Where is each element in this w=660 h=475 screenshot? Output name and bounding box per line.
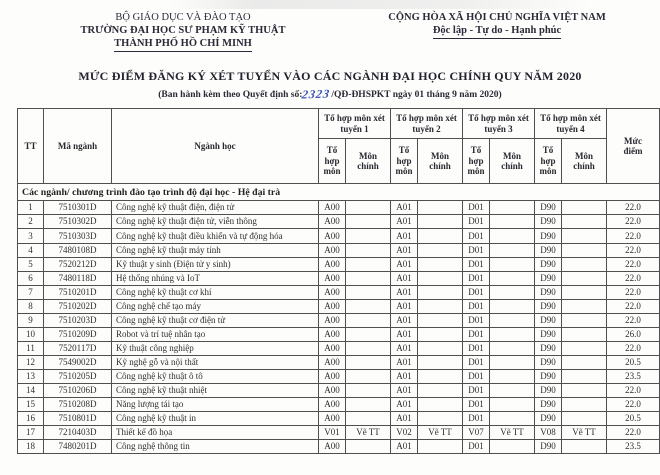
combo-4: D90: [535, 328, 562, 342]
row-index: 8: [18, 300, 44, 314]
major-code: 7520117D: [44, 342, 112, 356]
combo-1: A00: [319, 201, 346, 215]
score: 22.0: [607, 258, 660, 272]
subtitle-suffix: /QĐ-ĐHSPKT ngày 01 tháng 9 năm 2020): [331, 90, 502, 100]
combo-4: D90: [535, 201, 562, 215]
combo-4: D90: [535, 398, 562, 412]
combo-1: A00: [319, 258, 346, 272]
score: 26.0: [607, 328, 660, 342]
combo-3: D01: [463, 370, 490, 384]
main-subject-1: Vẽ TT: [346, 426, 391, 440]
combo-1: A00: [319, 272, 346, 286]
major-name: [112, 201, 319, 215]
header-major-code: Mã ngành: [44, 109, 112, 184]
combo-1: A00: [319, 328, 346, 342]
score: 22.0: [607, 300, 660, 314]
main-subject-2: [418, 398, 463, 412]
main-subject-1: [346, 272, 391, 286]
combo-2: A01: [391, 314, 418, 328]
combo-2: A01: [391, 328, 418, 342]
score: 22.0: [607, 384, 660, 398]
major-code: 7549002D: [44, 356, 112, 370]
table-row: [18, 300, 660, 314]
combo-2: A01: [391, 398, 418, 412]
major-name: [112, 440, 319, 454]
main-subject-3: [490, 342, 535, 356]
table-row: [18, 384, 660, 398]
combo-3: D01: [463, 356, 490, 370]
combo-2: A01: [391, 244, 418, 258]
ministry-block: [38, 11, 328, 52]
combo-4: D90: [535, 412, 562, 426]
table-row: [18, 201, 660, 215]
ministry-name: BỘ GIÁO DỤC VÀ ĐÀO TẠO: [115, 12, 251, 23]
document-title: MỨC ĐIỂM ĐĂNG KÝ XÉT TUYỂN VÀO CÁC NGÀNH ĐẠI HỌC CHÍNH QUY NĂM 2020: [78, 69, 582, 83]
major-name-text: Robot và trí tuệ nhân tạo: [116, 329, 206, 339]
row-index: 5: [18, 258, 44, 272]
combo-3: D01: [463, 440, 490, 454]
university-city: THÀNH PHỐ HỒ CHÍ MINH: [38, 37, 328, 52]
main-subject-3: Vẽ TT: [490, 426, 535, 440]
combo-1: A00: [319, 356, 346, 370]
main-subject-2: Vẽ TT: [418, 426, 463, 440]
major-name-text: Công nghệ kỹ thuật ô tô: [116, 371, 203, 381]
main-subject-1: [346, 440, 391, 454]
combo-4: D90: [535, 342, 562, 356]
main-subject-4: [562, 398, 607, 412]
main-subject-2: [418, 356, 463, 370]
main-subject-4: [562, 342, 607, 356]
combo-3: D01: [463, 300, 490, 314]
combo-1: A00: [319, 300, 346, 314]
decision-number-handwritten: 2323: [301, 86, 332, 102]
main-subject-1: [346, 286, 391, 300]
row-index: 12: [18, 356, 44, 370]
main-subject-4: [562, 314, 607, 328]
table-row: [18, 286, 660, 300]
subtitle-prefix: (Ban hành kèm theo Quyết định số:: [158, 90, 303, 100]
header-sub-main-1: Môn chính: [346, 139, 391, 184]
combo-3: D01: [463, 328, 490, 342]
main-subject-3: [490, 229, 535, 244]
table-row: [18, 258, 660, 272]
score: 23.5: [607, 370, 660, 384]
main-subject-4: [562, 412, 607, 426]
national-title: CỘNG HÒA XÃ HỘI CHỦ NGHĨA VIỆT NAM: [388, 12, 606, 23]
table-row: [18, 356, 660, 370]
major-name: [112, 215, 319, 229]
combo-4: D90: [535, 229, 562, 244]
score: 22.0: [607, 314, 660, 328]
combo-1: A00: [319, 384, 346, 398]
main-subject-4: [562, 201, 607, 215]
row-index: 7: [18, 286, 44, 300]
combo-4: D90: [535, 440, 562, 454]
major-name: [112, 356, 319, 370]
row-index: 1: [18, 201, 44, 215]
combo-2: A01: [391, 440, 418, 454]
main-subject-4: [562, 244, 607, 258]
combo-2: V02: [391, 426, 418, 440]
major-name: [112, 384, 319, 398]
combo-3: D01: [463, 272, 490, 286]
score: 22.0: [607, 215, 660, 229]
combo-2: A01: [391, 342, 418, 356]
header-combo-group-3: Tổ hợp môn xét tuyển 3: [463, 109, 535, 139]
combo-1: A00: [319, 229, 346, 244]
major-name: [112, 370, 319, 384]
main-subject-3: [490, 272, 535, 286]
combo-4: D90: [535, 215, 562, 229]
major-code: 7510801D: [44, 412, 112, 426]
major-code: 7510206D: [44, 384, 112, 398]
major-name-text: Công nghệ chế tạo máy: [116, 301, 201, 311]
combo-3: D01: [463, 215, 490, 229]
combo-4: D90: [535, 286, 562, 300]
main-subject-2: [418, 328, 463, 342]
letterhead: [0, 0, 660, 52]
score: 22.0: [607, 342, 660, 356]
main-subject-1: [346, 244, 391, 258]
combo-2: A01: [391, 356, 418, 370]
major-name-text: Hệ thống nhúng và IoT: [116, 273, 200, 283]
main-subject-2: [418, 201, 463, 215]
major-name-text: Kỹ thuật y sinh (Điện tử y sinh): [116, 259, 231, 269]
combo-3: D01: [463, 258, 490, 272]
header-sub-combo-3: Tổ hợp môn: [463, 139, 490, 184]
combo-3: V07: [463, 426, 490, 440]
main-subject-1: [346, 201, 391, 215]
major-code: 7510209D: [44, 328, 112, 342]
main-subject-4: [562, 300, 607, 314]
combo-1: A00: [319, 398, 346, 412]
table-row: [18, 412, 660, 426]
table-header: [18, 109, 660, 184]
combo-2: A01: [391, 215, 418, 229]
main-subject-1: [346, 356, 391, 370]
major-name: [112, 328, 319, 342]
major-name: [112, 244, 319, 258]
header-tt: TT: [18, 109, 44, 184]
row-index: 4: [18, 244, 44, 258]
major-name-text: Công nghệ kỹ thuật điều khiển và tự động hóa: [116, 230, 283, 241]
major-name-text: Công nghệ thông tin: [116, 441, 190, 451]
row-index: 18: [18, 440, 44, 454]
main-subject-3: [490, 328, 535, 342]
major-code: 7480108D: [44, 244, 112, 258]
row-index: 17: [18, 426, 44, 440]
national-motto-block: [356, 11, 638, 52]
major-code: 7510301D: [44, 201, 112, 215]
major-name: [112, 412, 319, 426]
major-code: 7510302D: [44, 215, 112, 229]
score: 20.5: [607, 412, 660, 426]
combo-3: D01: [463, 229, 490, 244]
main-subject-1: [346, 412, 391, 426]
header-sub-main-2: Môn chính: [418, 139, 463, 184]
main-subject-4: [562, 272, 607, 286]
main-subject-2: [418, 300, 463, 314]
main-subject-1: [346, 342, 391, 356]
university-name: TRƯỜNG ĐẠI HỌC SƯ PHẠM KỸ THUẬT: [80, 25, 286, 36]
combo-1: A00: [319, 215, 346, 229]
major-name-text: Công nghệ kỹ thuật điện tử, viễn thông: [116, 216, 257, 226]
row-index: 11: [18, 342, 44, 356]
header-combo-group-4: Tổ hợp môn xét tuyển 4: [535, 109, 607, 139]
section-title: Các ngành/ chương trình đào tạo trình độ đại học - Hệ đại trà: [18, 184, 660, 201]
row-index: 9: [18, 314, 44, 328]
major-name-text: Thiết kế đồ họa: [116, 427, 173, 437]
combo-4: D90: [535, 314, 562, 328]
major-name-text: Kỹ thuật công nghiệp: [116, 343, 194, 353]
table-row: [18, 314, 660, 328]
header-combo-group-1: Tổ hợp môn xét tuyển 1: [319, 109, 391, 139]
major-name: [112, 258, 319, 272]
combo-2: A01: [391, 286, 418, 300]
main-subject-3: [490, 201, 535, 215]
main-subject-2: [418, 272, 463, 286]
main-subject-1: [346, 300, 391, 314]
major-name: [112, 300, 319, 314]
major-code: 7510303D: [44, 229, 112, 244]
main-subject-1: [346, 370, 391, 384]
combo-2: A01: [391, 258, 418, 272]
major-name: [112, 229, 319, 244]
combo-4: D90: [535, 384, 562, 398]
score: 22.0: [607, 272, 660, 286]
table-row: [18, 440, 660, 454]
main-subject-3: [490, 398, 535, 412]
main-subject-1: [346, 258, 391, 272]
combo-2: A01: [391, 384, 418, 398]
combo-4: D90: [535, 272, 562, 286]
table-body: [18, 184, 660, 454]
main-subject-3: [490, 258, 535, 272]
score: 22.0: [607, 426, 660, 440]
header-major-name: Ngành học: [112, 109, 319, 184]
main-subject-4: [562, 356, 607, 370]
major-name-text: Công nghệ kỹ thuật máy tính: [116, 245, 221, 255]
table-row: [18, 215, 660, 229]
combo-3: D01: [463, 384, 490, 398]
combo-3: D01: [463, 314, 490, 328]
score: 23.5: [607, 440, 660, 454]
header-sub-combo-2: Tổ hợp môn: [391, 139, 418, 184]
row-index: 10: [18, 328, 44, 342]
main-subject-2: [418, 258, 463, 272]
main-subject-3: [490, 412, 535, 426]
score: 22.0: [607, 244, 660, 258]
major-code: 7510201D: [44, 286, 112, 300]
combo-4: D90: [535, 258, 562, 272]
main-subject-1: [346, 398, 391, 412]
major-code: 7510202D: [44, 300, 112, 314]
main-subject-2: [418, 314, 463, 328]
main-subject-1: [346, 314, 391, 328]
main-subject-4: [562, 215, 607, 229]
header-score: Mức điểm: [607, 109, 660, 184]
table-row: [18, 342, 660, 356]
main-subject-2: [418, 384, 463, 398]
main-subject-3: [490, 356, 535, 370]
main-subject-4: [562, 328, 607, 342]
main-subject-4: [562, 258, 607, 272]
score: 20.5: [607, 356, 660, 370]
main-subject-4: [562, 384, 607, 398]
row-index: 2: [18, 215, 44, 229]
combo-3: D01: [463, 201, 490, 215]
main-subject-4: [562, 440, 607, 454]
major-name: [112, 398, 319, 412]
main-subject-1: [346, 229, 391, 244]
row-index: 13: [18, 370, 44, 384]
combo-3: D01: [463, 342, 490, 356]
combo-2: A01: [391, 412, 418, 426]
main-subject-3: [490, 300, 535, 314]
major-name-text: Công nghệ kỹ thuật cơ khí: [116, 287, 212, 297]
header-sub-main-4: Môn chính: [562, 139, 607, 184]
national-motto: Độc lập - Tự do - Hạnh phúc: [356, 24, 638, 39]
major-code: 7480118D: [44, 272, 112, 286]
main-subject-3: [490, 384, 535, 398]
combo-2: A01: [391, 229, 418, 244]
table-row: [18, 272, 660, 286]
major-code: 7210403D: [44, 426, 112, 440]
major-name: [112, 272, 319, 286]
main-subject-2: [418, 286, 463, 300]
major-name-text: Công nghệ kỹ thuật nhiệt: [116, 385, 207, 395]
combo-4: V08: [535, 426, 562, 440]
main-subject-2: [418, 229, 463, 244]
header-combo-group-2: Tổ hợp môn xét tuyển 2: [391, 109, 463, 139]
combo-1: A00: [319, 412, 346, 426]
table-row: [18, 398, 660, 412]
combo-2: A01: [391, 370, 418, 384]
major-name-text: Kỹ nghệ gỗ và nội thất: [116, 357, 199, 367]
main-subject-2: [418, 342, 463, 356]
main-subject-4: [562, 229, 607, 244]
major-code: 7510203D: [44, 314, 112, 328]
table-row: [18, 328, 660, 342]
combo-3: D01: [463, 244, 490, 258]
main-subject-3: [490, 244, 535, 258]
major-code: 7480201D: [44, 440, 112, 454]
header-sub-main-3: Môn chính: [490, 139, 535, 184]
major-name: [112, 286, 319, 300]
combo-1: A00: [319, 370, 346, 384]
main-subject-4: [562, 286, 607, 300]
header-sub-combo-1: Tổ hợp môn: [319, 139, 346, 184]
major-name-text: Năng lượng tái tạo: [116, 399, 184, 409]
combo-3: D01: [463, 412, 490, 426]
admission-score-table: [17, 108, 660, 454]
main-subject-1: [346, 215, 391, 229]
main-subject-3: [490, 215, 535, 229]
header-sub-combo-4: Tổ hợp môn: [535, 139, 562, 184]
table-row: [18, 244, 660, 258]
main-subject-2: [418, 244, 463, 258]
document-subtitle: [0, 86, 660, 101]
main-subject-3: [490, 286, 535, 300]
combo-2: A01: [391, 201, 418, 215]
combo-4: D90: [535, 244, 562, 258]
major-name-text: Công nghệ kỹ thuật điện, điện tử: [116, 202, 235, 212]
combo-2: A01: [391, 300, 418, 314]
main-subject-3: [490, 314, 535, 328]
row-index: 6: [18, 272, 44, 286]
main-subject-2: [418, 440, 463, 454]
row-index: 15: [18, 398, 44, 412]
row-index: 14: [18, 384, 44, 398]
major-name-text: Công nghệ kỹ thuật cơ điện tử: [116, 315, 226, 325]
major-name: [112, 426, 319, 440]
combo-1: A00: [319, 314, 346, 328]
major-code: 7510208D: [44, 398, 112, 412]
combo-3: D01: [463, 286, 490, 300]
combo-3: D01: [463, 398, 490, 412]
combo-1: A00: [319, 286, 346, 300]
combo-2: A01: [391, 272, 418, 286]
score: 22.0: [607, 286, 660, 300]
main-subject-1: [346, 384, 391, 398]
row-index: 3: [18, 229, 44, 244]
score: 22.0: [607, 229, 660, 244]
major-name: [112, 342, 319, 356]
table-row: [18, 229, 660, 244]
combo-1: A00: [319, 244, 346, 258]
combo-1: V01: [319, 426, 346, 440]
main-subject-3: [490, 370, 535, 384]
major-name: [112, 314, 319, 328]
combo-4: D90: [535, 370, 562, 384]
table-row: [18, 370, 660, 384]
score: 22.0: [607, 201, 660, 215]
combo-4: D90: [535, 300, 562, 314]
main-subject-3: [490, 440, 535, 454]
combo-4: D90: [535, 356, 562, 370]
combo-1: A00: [319, 342, 346, 356]
row-index: 16: [18, 412, 44, 426]
main-subject-2: [418, 215, 463, 229]
major-name-text: Công nghệ kỹ thuật in: [116, 413, 196, 423]
table-row: [18, 426, 660, 440]
main-subject-2: [418, 370, 463, 384]
main-subject-1: [346, 328, 391, 342]
main-subject-4: Vẽ TT: [562, 426, 607, 440]
major-code: 7520212D: [44, 258, 112, 272]
main-subject-4: [562, 370, 607, 384]
major-code: 7510205D: [44, 370, 112, 384]
score: 22.0: [607, 398, 660, 412]
section-row: [18, 184, 660, 201]
main-subject-2: [418, 412, 463, 426]
combo-1: A00: [319, 440, 346, 454]
